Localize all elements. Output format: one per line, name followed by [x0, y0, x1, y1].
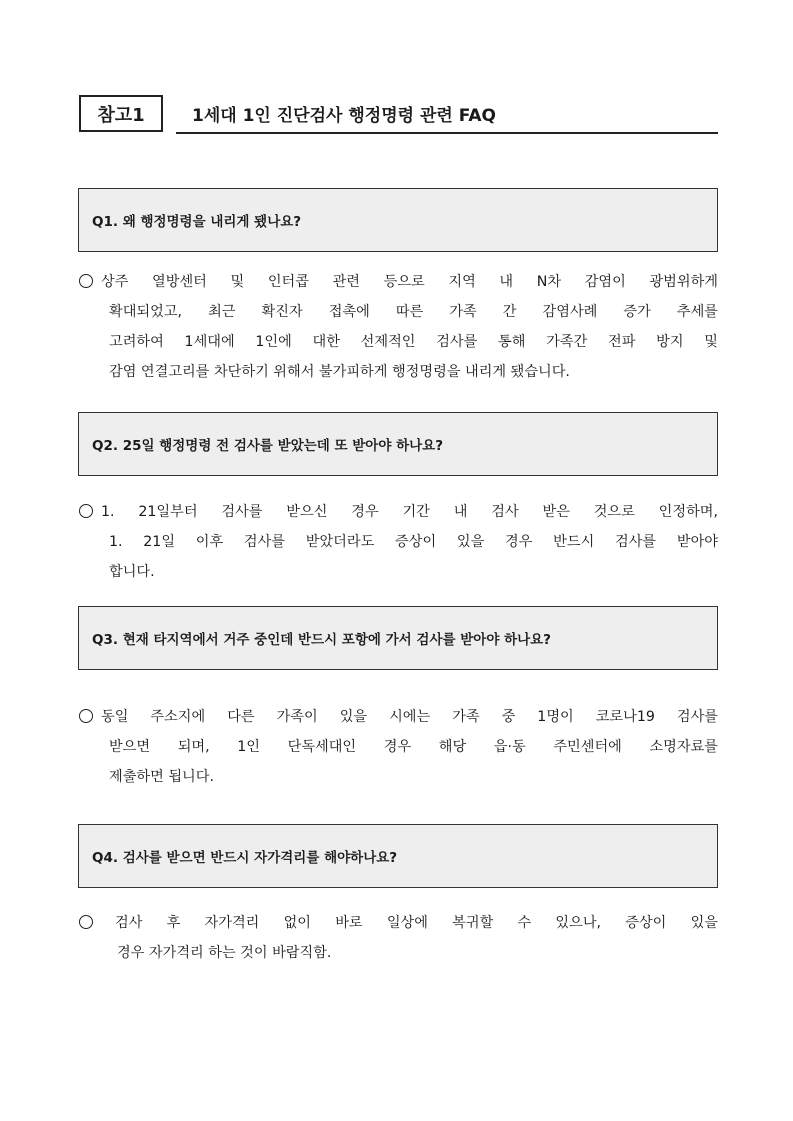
answer-line: 상주 열방센터 및 인터콥 관련 등으로 지역 내 N차 감염이 광범위하게	[79, 267, 718, 297]
question-text: Q3. 현재 타지역에서 거주 중인데 반드시 포항에 가서 검사를 받아야 하나요?	[92, 632, 552, 648]
question-text: Q1. 왜 행정명령을 내리게 됐나요?	[92, 214, 302, 230]
answer-q3	[79, 702, 718, 792]
question-box-q3	[78, 606, 718, 670]
answer-line: 받으면 되며, 1인 단독세대인 경우 해당 읍·동 주민센터에 소명자료를	[109, 739, 718, 755]
answer-line: 확대되었고, 최근 확진자 접촉에 따른 가족 간 감염사례 증가 추세를	[109, 304, 718, 320]
question-box-q1	[78, 188, 718, 252]
answer-line: 제출하면 됩니다.	[109, 769, 214, 785]
question-box-q2	[78, 412, 718, 476]
answer-line: 합니다.	[109, 564, 155, 580]
answer-line: 1. 21일부터 검사를 받으신 경우 기간 내 검사 받은 것으로 인정하며,	[79, 497, 718, 527]
circle-bullet-icon	[79, 274, 93, 288]
document-header	[79, 95, 718, 135]
answer-line: 고려하여 1세대에 1인에 대한 선제적인 검사를 통해 가족간 전파 방지 및	[109, 334, 718, 350]
answer-line: 1. 21일 이후 검사를 받았더라도 증상이 있을 경우 반드시 검사를 받아야	[109, 534, 718, 550]
answer-line: 검사 후 자가격리 없이 바로 일상에 복귀할 수 있으나, 증상이 있을	[79, 908, 718, 938]
answer-q4	[79, 908, 718, 968]
question-text: Q2. 25일 행정명령 전 검사를 받았는데 또 받아야 하나요?	[92, 438, 444, 454]
answer-q1	[79, 267, 718, 387]
circle-bullet-icon	[79, 504, 93, 518]
title-underline	[176, 132, 718, 134]
document-title: 1세대 1인 진단검사 행정명령 관련 FAQ	[192, 106, 497, 126]
question-box-q4	[78, 824, 718, 888]
answer-q2	[79, 497, 718, 587]
answer-line: 경우 자가격리 하는 것이 바람직함.	[117, 945, 332, 961]
question-text: Q4. 검사를 받으면 반드시 자가격리를 해야하나요?	[92, 850, 398, 866]
answer-line: 감염 연결고리를 차단하기 위해서 불가피하게 행정명령을 내리게 됐습니다.	[109, 364, 570, 380]
circle-bullet-icon	[79, 915, 93, 929]
reference-badge: 참고1	[79, 95, 163, 132]
circle-bullet-icon	[79, 709, 93, 723]
answer-line: 동일 주소지에 다른 가족이 있을 시에는 가족 중 1명이 코로나19 검사를	[79, 702, 718, 732]
